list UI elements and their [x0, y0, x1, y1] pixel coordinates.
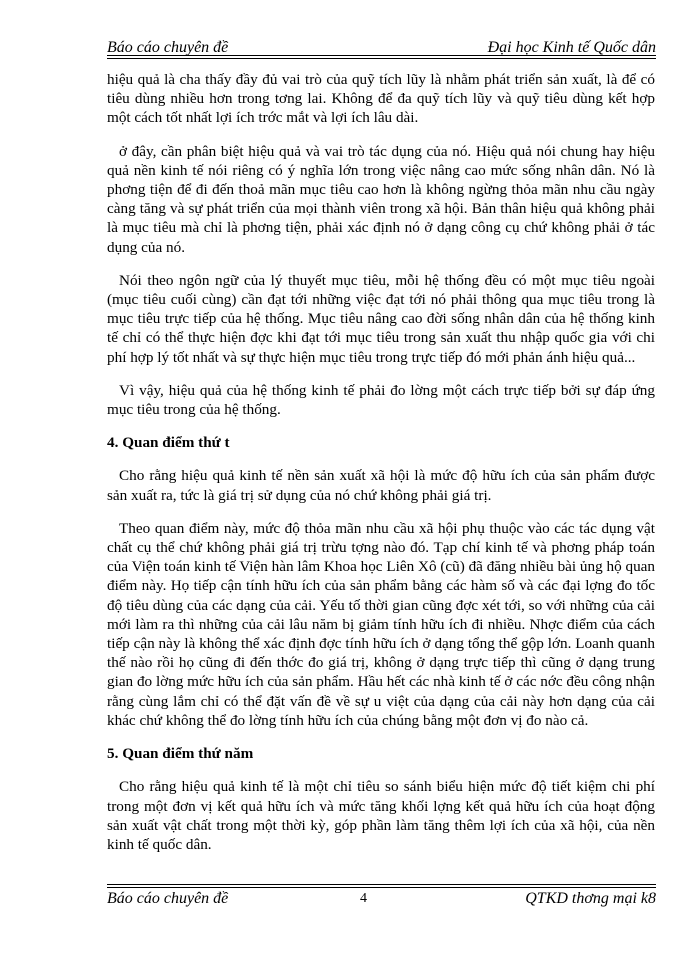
paragraph: Vì vậy, hiệu quả của hệ thống kinh tế phải đo lờng một cách trực tiếp bởi sự đáp ứng mục tiêu trong của hệ thống.: [107, 381, 655, 419]
footer-left-text: Báo cáo chuyên đề: [107, 890, 229, 907]
paragraph: hiệu quả là cha thấy đầy đủ vai trò của quỹ tích lũy là nhằm phát triển sản xuất, là để có tiêu dùng nhiều hơn trong tơng lai. Không để đa quỹ tích lũy và quỹ tiêu dùng kết hợp một cách tốt nhất lợi ích trớc mắt và lợi ích lâu dài.: [107, 71, 655, 127]
paragraph: Nói theo ngôn ngữ của lý thuyết mục tiêu, mỗi hệ thống đều có một mục tiêu ngoài (mục tiêu cuối cùng) cần đạt tới những việc đạt tới nó phải thông qua mục tiêu trong là mục tiêu trực tiếp của hệ thống. Mục tiêu nâng cao đời sống nhân dân của hệ thống kinh tế chỉ có thể thực hiện đợc khi đạt tới mục tiêu trong sản xuất thu nhập quốc gia với chi phí hợp lý tốt nhất và sự thực hiện mục tiêu trong trực tiếp đó mới phản ánh hiệu quả...: [107, 271, 655, 366]
header-right-text: Đại học Kinh tế Quốc dân: [487, 39, 656, 56]
footer-right-text: QTKD thơng mại k8: [525, 890, 656, 907]
header-left-text: Báo cáo chuyên đề: [107, 39, 229, 56]
paragraph: Cho rằng hiệu quả kinh tế nền sản xuất xã hội là mức độ hữu ích của sản phẩm được sản xuất ra, tức là giá trị sử dụng của nó chứ không phải giá trị.: [107, 467, 655, 504]
paragraph: Cho rằng hiệu quả kinh tế là một chỉ tiêu so sánh biểu hiện mức độ tiết kiệm chi phí trong một đơn vị kết quả hữu ích và mức tăng khối lợng kết quả hữu ích của hoạt động sản xuất vật chất trong một thời kỳ, góp phần làm tăng thêm lợi ích của xã hội, của nền kinh tế quốc dân.: [107, 778, 655, 853]
document-body: [107, 70, 655, 868]
paragraph: Theo quan điểm này, mức độ thỏa mãn nhu cầu xã hội phụ thuộc vào các tác dụng vật chất cụ thể chứ không phải giá trị trừu tợng nào đó. Tạp chí kinh tế và phơng pháp toán của Viện toán kinh tế Viện hàn lâm Khoa học Liên Xô (cũ) đã đăng nhiều bài ủng hộ quan điểm này. Họ tiếp cận tính hữu ích của sản phẩm bằng các hàm số và các đại lợng đo tốc độ tiêu dùng của các dạng của cải. Yếu tố thời gian cũng đợc xét tới, so với những của cải mới làm ra thì những của cải lâu năm bị giảm tính hữu ích đi nhiều. Nhợc điểm của cách tiếp cận này là không thể xác định đợc tính hữu ích ở dạng tổng thể gộp lớn. Loanh quanh thế nào rồi họ cũng đi đến thớc đo giá trị, không ở dạng trực tiếp thì cũng ở dạng trung gian đo lờng mức hữu ích của sản phẩm. Hầu hết các nhà kinh tế ở các nớc đều công nhận rằng cùng lắm chỉ có thể đặt vấn đề về sự u việt của dạng của cải này hơn dạng của cải khác chứ không thể đo lờng tính hữu ích của chúng bằng một đơn vị đo nào cả.: [107, 519, 656, 729]
page-header: [107, 36, 656, 59]
paragraph: ở đây, cần phân biệt hiệu quả và vai trò tác dụng của nó. Hiệu quả nói chung hay hiệu quả nền kinh tế nói riêng có ý nghĩa lớn trong việc nâng cao mức sống nhân dân. Nó là phơng tiện để đi đến thoả mãn mục tiêu cao hơn là không ngừng thỏa mãn nhu cầu ngày càng tăng và sự phát triển của mọi thành viên trong xã hội. Bản thân hiệu quả không phải là mục tiêu mà chỉ là phơng tiện, phải xác định nó ở dạng công cụ chứ không phải ở tác dụng của nó.: [107, 142, 655, 256]
page-footer: [107, 884, 656, 907]
page-number: 4: [360, 891, 367, 906]
section-heading: 5. Quan điểm thứ năm: [107, 745, 254, 763]
section-heading: 4. Quan điểm thứ t: [107, 434, 230, 452]
